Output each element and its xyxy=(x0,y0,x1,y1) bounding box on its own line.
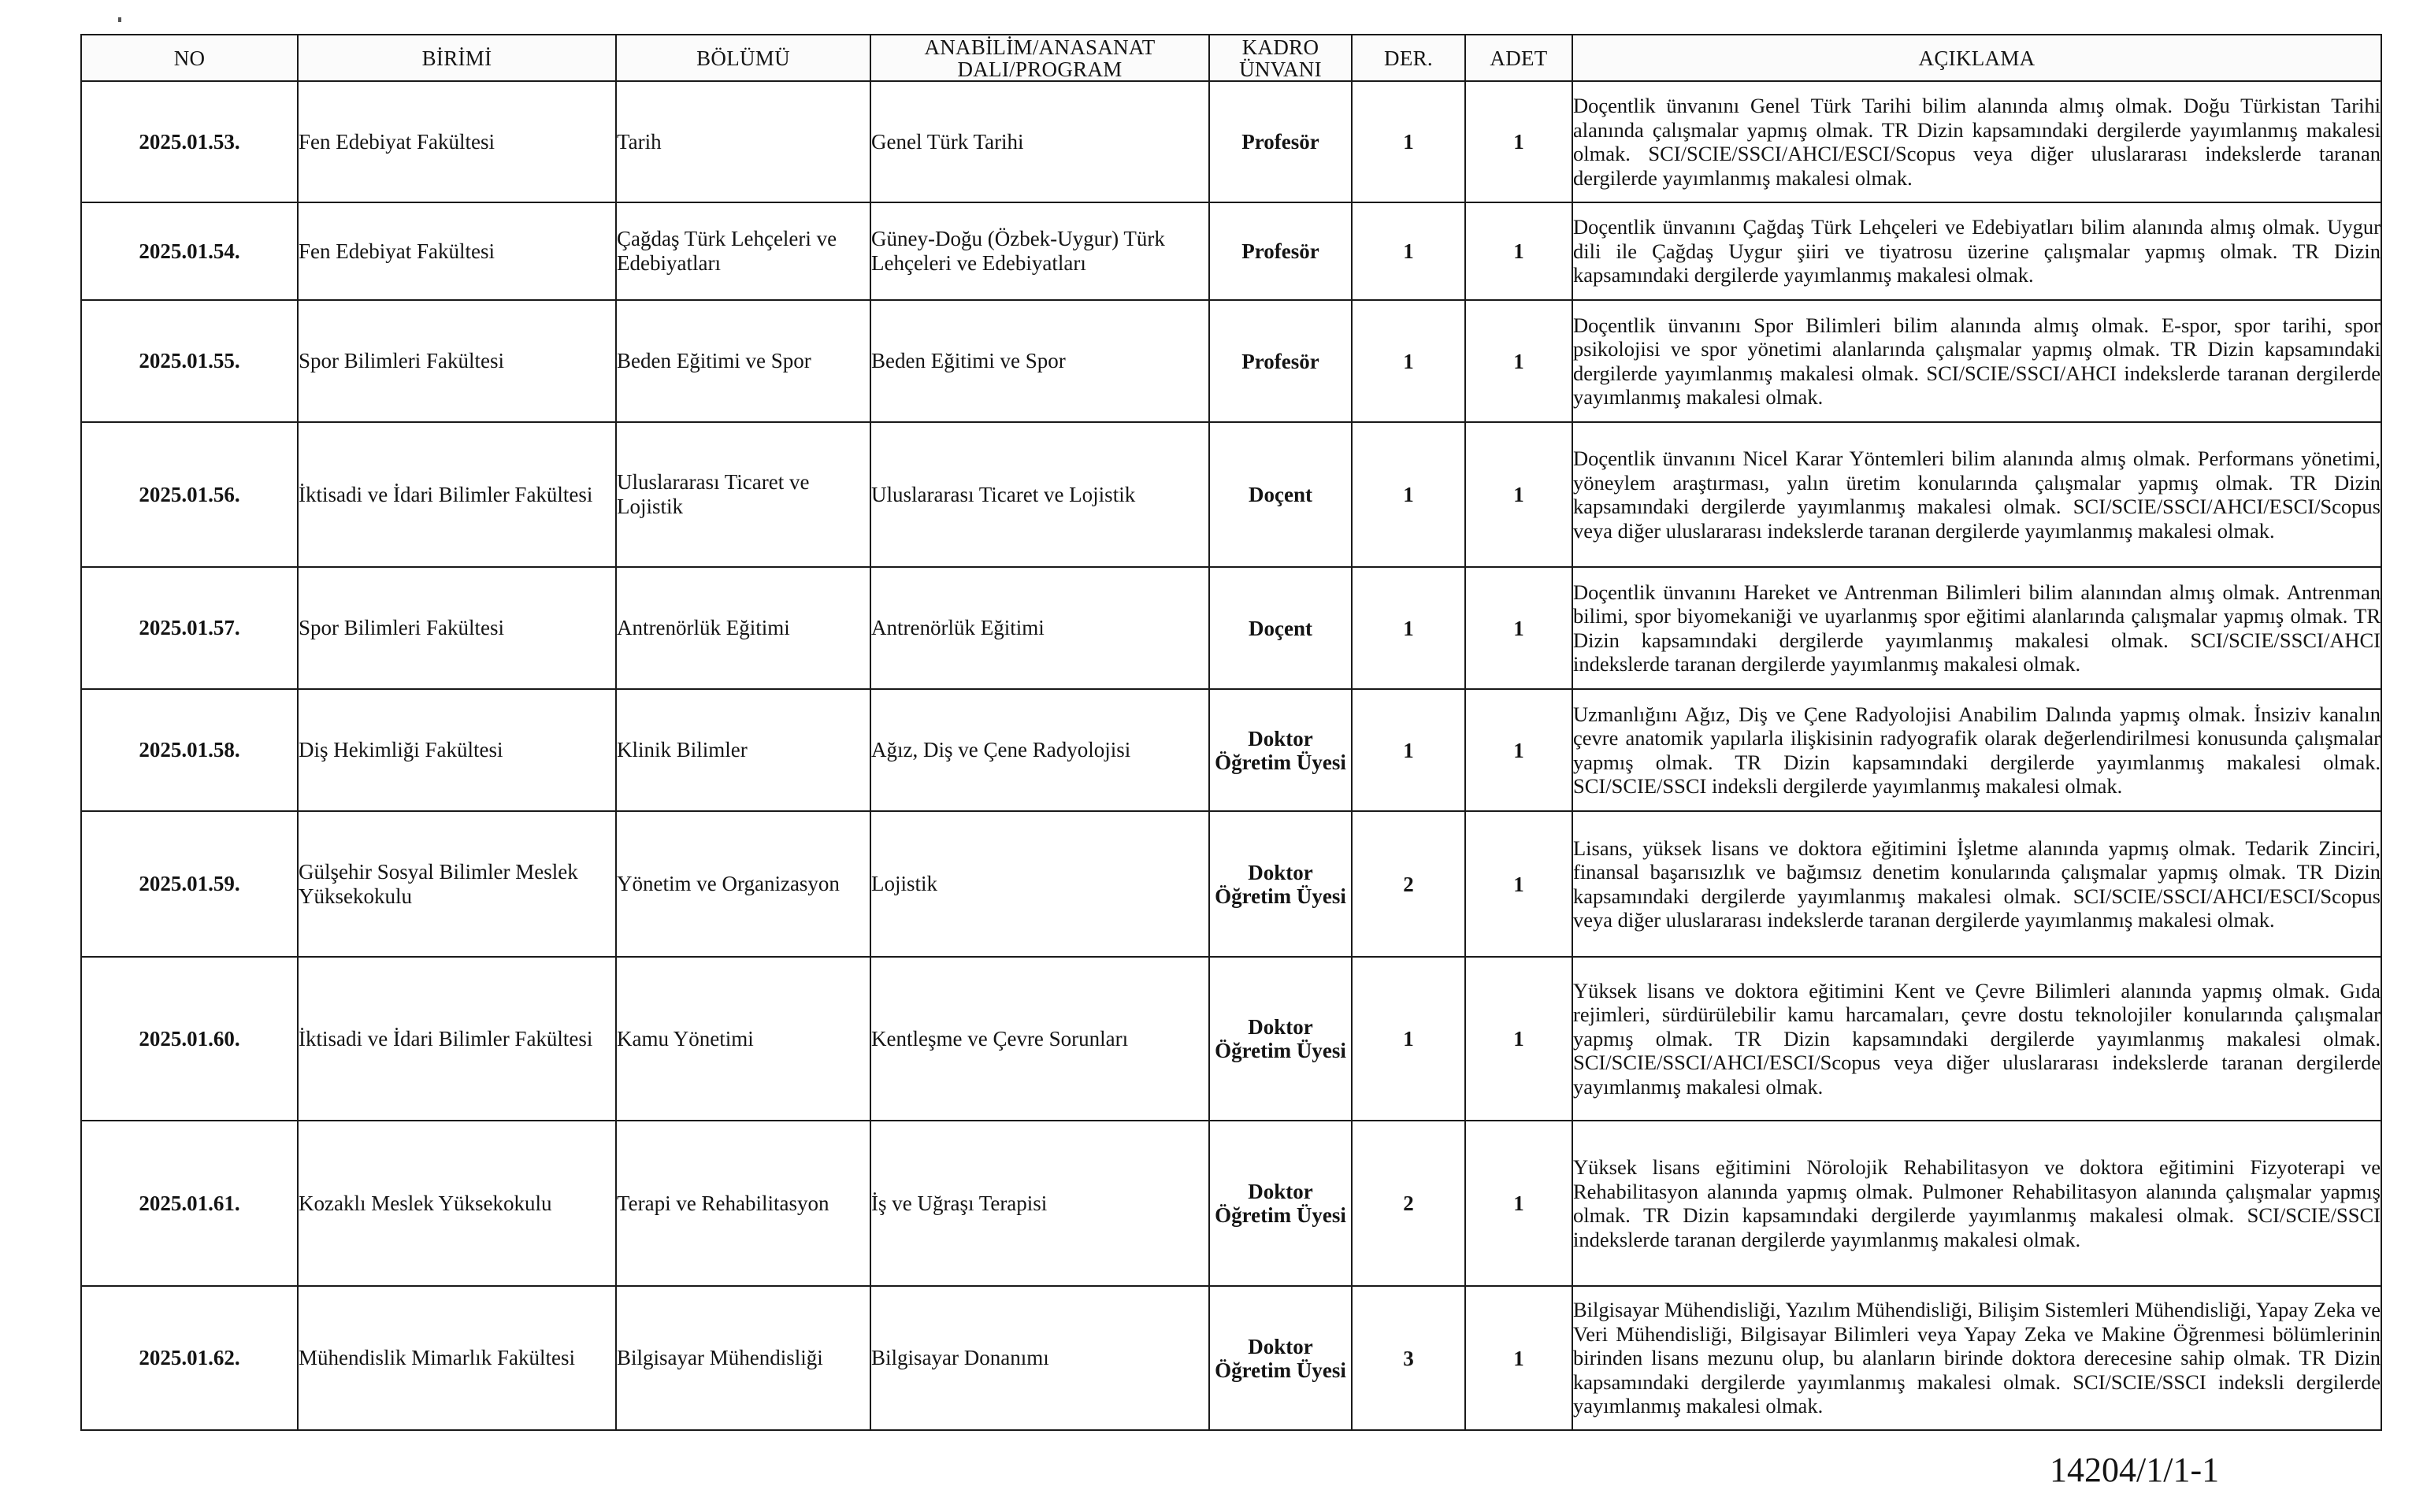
cell-bolumu: Yönetim ve Organizasyon xyxy=(616,811,870,957)
cell-kadro: Doktor Öğretim Üyesi xyxy=(1209,1286,1352,1430)
cell-aciklama: Doçentlik ünvanını Genel Türk Tarihi bilim alanında almış olmak. Doğu Türkistan Tarihi alanında çalışmalar yapmış olmak. TR Dizin kapsamındaki dergilerde yayımlanmış makalesi olmak. SCI/SCIE/SSCI/AHCI/ESCI/Scopus veya diğer uluslararası indekslerde taranan dergilerde yayımlanmış makalesi olmak. xyxy=(1572,81,2381,202)
cell-adet: 1 xyxy=(1465,1286,1572,1430)
cell-birimi: Spor Bilimleri Fakültesi xyxy=(298,567,616,689)
cell-adet: 1 xyxy=(1465,1121,1572,1286)
scan-mark xyxy=(118,17,121,22)
cell-adet: 1 xyxy=(1465,567,1572,689)
table-row xyxy=(81,81,2381,202)
cell-der: 1 xyxy=(1352,567,1465,689)
header-der: DER. xyxy=(1352,35,1465,81)
cell-anabilim: Genel Türk Tarihi xyxy=(870,81,1209,202)
cell-der: 1 xyxy=(1352,81,1465,202)
cell-kadro: Doçent xyxy=(1209,422,1352,567)
header-bolumu: BÖLÜMÜ xyxy=(616,35,870,81)
cell-der: 1 xyxy=(1352,689,1465,811)
cell-kadro: Doçent xyxy=(1209,567,1352,689)
cell-anabilim: Antrenörlük Eğitimi xyxy=(870,567,1209,689)
cell-aciklama: Doçentlik ünvanını Hareket ve Antrenman Bilimleri bilim alanından almış olmak. Antrenman bilimi, spor biyomekaniği ve uyarlanmış spor eğitimi alanlarında çalışmalar yapmış olmak. TR Dizin kapsamındaki dergilerde yayımlanmış makalesi olmak. SCI/SCIE/SSCI/AHCI indekslerde taranan dergilerde yayımlanmış makalesi olmak. xyxy=(1572,567,2381,689)
cell-adet: 1 xyxy=(1465,689,1572,811)
table-row xyxy=(81,811,2381,957)
cell-birimi: Fen Edebiyat Fakültesi xyxy=(298,202,616,300)
table-row xyxy=(81,202,2381,300)
cell-aciklama: Lisans, yüksek lisans ve doktora eğitimini İşletme alanında yapmış olmak. Tedarik Zinciri, finansal başarısızlık ve bağımsız denetim konularında çalışmalar yapmış olmak. TR Dizin kapsamındaki dergilerde yayımlanmış makalesi olmak. SCI/SCIE/SSCI/AHCI/ESCI/Scopus veya diğer uluslararası indekslerde taranan dergilerde yayımlanmış makalesi olmak. xyxy=(1572,811,2381,957)
cell-aciklama: Bilgisayar Mühendisliği, Yazılım Mühendisliği, Bilişim Sistemleri Mühendisliği, Yapay Zeka ve Veri Mühendisliği, Bilgisayar Bilimleri veya Yapay Zeka ve Makine Öğrenmesi bölümlerinin birinden lisans mezunu olup, bu alanların birinde doktora derecesine sahip olmak. TR Dizin kapsamındaki dergilerde yayımlanmış makalesi olmak. SCI/SCIE/SSCI indeksli dergilerde yayımlanmış makalesi olmak. xyxy=(1572,1286,2381,1430)
header-no: NO xyxy=(81,35,298,81)
cell-birimi: Diş Hekimliği Fakültesi xyxy=(298,689,616,811)
cell-kadro: Profesör xyxy=(1209,81,1352,202)
cell-no: 2025.01.58. xyxy=(81,689,298,811)
cell-der: 3 xyxy=(1352,1286,1465,1430)
cell-anabilim: Uluslararası Ticaret ve Lojistik xyxy=(870,422,1209,567)
header-aciklama: AÇIKLAMA xyxy=(1572,35,2381,81)
cell-aciklama: Yüksek lisans ve doktora eğitimini Kent ve Çevre Bilimleri alanında yapmış olmak. Gıda rejimleri, sürdürülebilir kamu harcamaları, çevre dostu teknolojiler konularında çalışmalar yapmış olmak. TR Dizin kapsamındaki dergilerde yayımlanmış makalesi olmak. SCI/SCIE/SSCI/AHCI/ESCI/Scopus veya diğer uluslararası indekslerde taranan dergilerde yayımlanmış makalesi olmak. xyxy=(1572,957,2381,1121)
header-kadro-line2: ÜNVANI xyxy=(1239,57,1322,81)
cell-no: 2025.01.54. xyxy=(81,202,298,300)
header-adet: ADET xyxy=(1465,35,1572,81)
header-birimi: BİRİMİ xyxy=(298,35,616,81)
cell-birimi: Mühendislik Mimarlık Fakültesi xyxy=(298,1286,616,1430)
cell-birimi: Gülşehir Sosyal Bilimler Meslek Yüksekokulu xyxy=(298,811,616,957)
cell-adet: 1 xyxy=(1465,811,1572,957)
header-anabilim xyxy=(870,35,1209,81)
cell-kadro: Doktor Öğretim Üyesi xyxy=(1209,689,1352,811)
cell-anabilim: Güney-Doğu (Özbek-Uygur) Türk Lehçeleri ve Edebiyatları xyxy=(870,202,1209,300)
table-row xyxy=(81,957,2381,1121)
cell-birimi: İktisadi ve İdari Bilimler Fakültesi xyxy=(298,957,616,1121)
page-code: 14204/1/1-1 xyxy=(2050,1451,2220,1489)
header-kadro-line1: KADRO xyxy=(1241,35,1319,59)
staff-positions-table xyxy=(80,34,2382,1431)
cell-birimi: İktisadi ve İdari Bilimler Fakültesi xyxy=(298,422,616,567)
cell-birimi: Fen Edebiyat Fakültesi xyxy=(298,81,616,202)
cell-anabilim: Kentleşme ve Çevre Sorunları xyxy=(870,957,1209,1121)
cell-birimi: Kozaklı Meslek Yüksekokulu xyxy=(298,1121,616,1286)
cell-birimi: Spor Bilimleri Fakültesi xyxy=(298,300,616,422)
cell-adet: 1 xyxy=(1465,422,1572,567)
cell-bolumu: Çağdaş Türk Lehçeleri ve Edebiyatları xyxy=(616,202,870,300)
cell-aciklama: Yüksek lisans eğitimini Nörolojik Rehabilitasyon ve doktora eğitimini Fizyoterapi ve Rehabilitasyon alanında yapmış olmak. Pulmoner Rehabilitasyon alanında çalışmalar yapmış olmak. TR Dizin kapsamındaki dergilerde yayımlanmış makalesi olmak. SCI/SCIE/SSCI indekslerde taranan dergilerde yayımlanmış makalesi olmak. xyxy=(1572,1121,2381,1286)
cell-adet: 1 xyxy=(1465,957,1572,1121)
cell-bolumu: Kamu Yönetimi xyxy=(616,957,870,1121)
table-row xyxy=(81,567,2381,689)
table-row xyxy=(81,300,2381,422)
cell-der: 2 xyxy=(1352,811,1465,957)
cell-bolumu: Tarih xyxy=(616,81,870,202)
cell-no: 2025.01.59. xyxy=(81,811,298,957)
cell-kadro: Doktor Öğretim Üyesi xyxy=(1209,1121,1352,1286)
cell-anabilim: İş ve Uğraşı Terapisi xyxy=(870,1121,1209,1286)
header-kadro xyxy=(1209,35,1352,81)
cell-aciklama: Uzmanlığını Ağız, Diş ve Çene Radyolojisi Anabilim Dalında yapmış olmak. İnsiziv kanalın çevre anatomik yapılarla ilişkisinin radyografik olarak değerlendirilmesi konusunda çalışmalar yapmış olmak. TR Dizin kapsamındaki dergilerde yayımlanmış makalesi olmak. SCI/SCIE/SSCI indeksli dergilerde yayımlanmış makalesi olmak. xyxy=(1572,689,2381,811)
table-row xyxy=(81,1286,2381,1430)
cell-anabilim: Beden Eğitimi ve Spor xyxy=(870,300,1209,422)
header-anabilim-line2: DALI/PROGRAM xyxy=(957,57,1123,81)
cell-der: 1 xyxy=(1352,957,1465,1121)
cell-aciklama: Doçentlik ünvanını Nicel Karar Yöntemleri bilim alanında almış olmak. Performans yönetimi, yöneylem araştırması, yalın üretim konularında çalışmalar yapmış olmak. TR Dizin kapsamındaki dergilerde yayımlanmış makalesi olmak. SCI/SCIE/SSCI/AHCI/ESCI/Scopus veya diğer uluslararası indekslerde taranan dergilerde yayımlanmış makalesi olmak. xyxy=(1572,422,2381,567)
cell-anabilim: Ağız, Diş ve Çene Radyolojisi xyxy=(870,689,1209,811)
cell-bolumu: Beden Eğitimi ve Spor xyxy=(616,300,870,422)
cell-kadro: Profesör xyxy=(1209,300,1352,422)
cell-adet: 1 xyxy=(1465,300,1572,422)
cell-no: 2025.01.56. xyxy=(81,422,298,567)
cell-der: 1 xyxy=(1352,300,1465,422)
cell-no: 2025.01.60. xyxy=(81,957,298,1121)
table-header-row xyxy=(81,35,2381,81)
cell-der: 1 xyxy=(1352,422,1465,567)
cell-no: 2025.01.61. xyxy=(81,1121,298,1286)
cell-no: 2025.01.55. xyxy=(81,300,298,422)
cell-anabilim: Bilgisayar Donanımı xyxy=(870,1286,1209,1430)
cell-adet: 1 xyxy=(1465,202,1572,300)
table-row xyxy=(81,422,2381,567)
cell-bolumu: Uluslararası Ticaret ve Lojistik xyxy=(616,422,870,567)
table-row xyxy=(81,689,2381,811)
cell-kadro: Doktor Öğretim Üyesi xyxy=(1209,957,1352,1121)
cell-kadro: Doktor Öğretim Üyesi xyxy=(1209,811,1352,957)
cell-adet: 1 xyxy=(1465,81,1572,202)
cell-aciklama: Doçentlik ünvanını Spor Bilimleri bilim alanında almış olmak. E-spor, spor tarihi, spor psikolojisi ve spor yönetimi alanlarında çalışmalar yapmış olmak. TR Dizin kapsamındaki dergilerde yayımlanmış makalesi olmak. SCI/SCIE/SSCI/AHCI indekslerde taranan dergilerde yayımlanmış makalesi olmak. xyxy=(1572,300,2381,422)
header-anabilim-line1: ANABİLİM/ANASANAT xyxy=(924,35,1156,59)
cell-no: 2025.01.57. xyxy=(81,567,298,689)
cell-no: 2025.01.53. xyxy=(81,81,298,202)
cell-no: 2025.01.62. xyxy=(81,1286,298,1430)
cell-kadro: Profesör xyxy=(1209,202,1352,300)
cell-der: 1 xyxy=(1352,202,1465,300)
table-row xyxy=(81,1121,2381,1286)
cell-der: 2 xyxy=(1352,1121,1465,1286)
cell-aciklama: Doçentlik ünvanını Çağdaş Türk Lehçeleri ve Edebiyatları bilim alanında almış olmak. Uygur dili ile Çağdaş Uygur şiiri ve tiyatrosu üzerine çalışmalar yapmış olmak. TR Dizin kapsamındaki dergilerde yayımlanmış makalesi olmak. xyxy=(1572,202,2381,300)
cell-bolumu: Bilgisayar Mühendisliği xyxy=(616,1286,870,1430)
cell-bolumu: Terapi ve Rehabilitasyon xyxy=(616,1121,870,1286)
cell-bolumu: Klinik Bilimler xyxy=(616,689,870,811)
cell-anabilim: Lojistik xyxy=(870,811,1209,957)
cell-bolumu: Antrenörlük Eğitimi xyxy=(616,567,870,689)
